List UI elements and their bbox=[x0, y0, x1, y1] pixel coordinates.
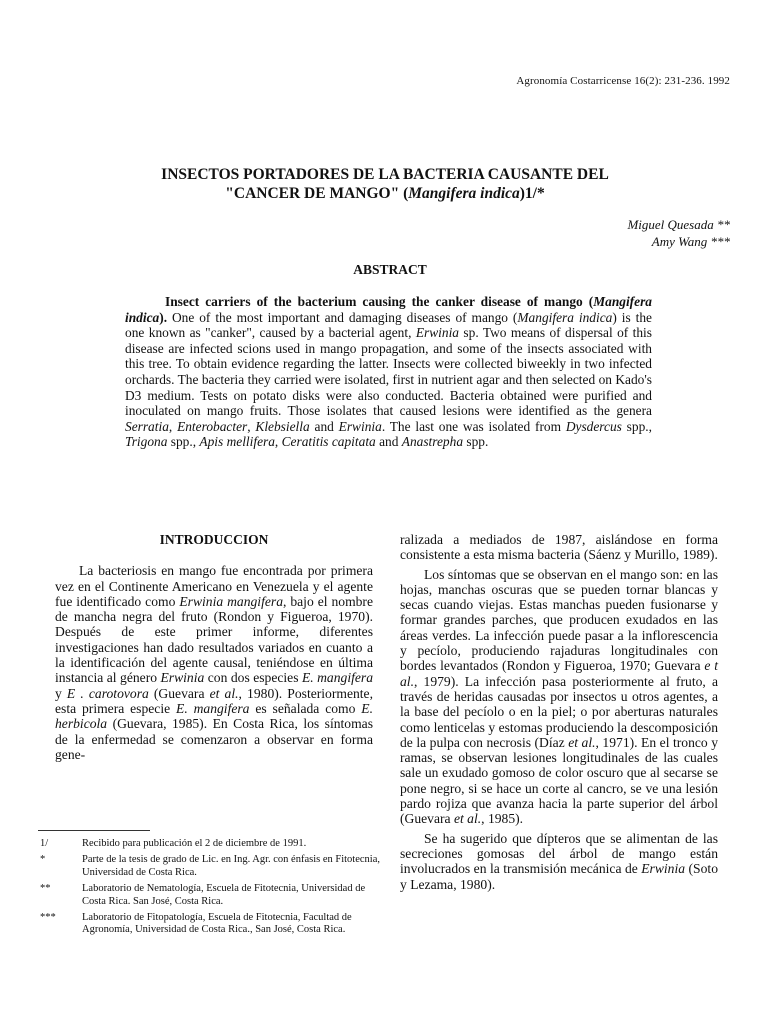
r1-it1: e t al. bbox=[400, 658, 718, 689]
genus-8: Ceratitis capitata bbox=[281, 434, 376, 450]
intro-it5: et al. bbox=[209, 685, 239, 701]
genus-6: Trigona bbox=[125, 434, 168, 450]
abs-t1-it: Mangifera indica bbox=[517, 309, 613, 325]
paper-title bbox=[60, 165, 710, 203]
intro-d: y bbox=[55, 685, 67, 701]
intro-it4: E . carotovora bbox=[66, 685, 149, 701]
sep-1: , bbox=[168, 418, 178, 434]
footnote bbox=[40, 883, 380, 908]
footnote-text: Parte de la tesis de grado de Lic. en Ing. Agr. con énfasis en Fitotecnia, Universidad de Costa Rica. bbox=[82, 854, 380, 878]
intro-heading: INTRODUCCION bbox=[159, 532, 269, 547]
intro-it3: E. mangifera bbox=[301, 670, 373, 686]
author-2: Amy Wang *** bbox=[651, 234, 730, 249]
footnote-mark: *** bbox=[40, 912, 56, 924]
left-column bbox=[55, 532, 373, 766]
sep-3: and bbox=[309, 418, 339, 434]
sep-8: and bbox=[375, 434, 402, 450]
r1-it3: et al. bbox=[453, 811, 482, 827]
abs-t2: ) is the one known as "canker", caused by a bacterial agent, bbox=[125, 309, 652, 341]
r2-it: Erwinia bbox=[641, 861, 686, 877]
footnote bbox=[40, 854, 380, 879]
genus-3: Klebsiella bbox=[255, 418, 310, 434]
abs-t3: sp. Two means of dispersal of this disease are infected scions used in mango propagation, and some of the insects associated with this tree. To obtain evidence regarding the latter. Insects were collected biweekly in two infected orchards. The bacteria they carried were isolated, first in nutrient agar and then selected on Kado's D3 medium. Tests on potato disks were also conducted. Bacteria obtained were purified and inoculated on mango fruits. Those isolates that caused lesions were identified as the genera bbox=[125, 325, 652, 419]
intro-g: es señalada como bbox=[249, 700, 362, 716]
footnote-text: Laboratorio de Fitopatología, Escuela de Fitotecnia, Facultad de Agronomía, Universidad de Costa Rica., San José, Costa Rica. bbox=[82, 912, 352, 936]
footnote bbox=[40, 838, 380, 850]
genus-1: Serratia bbox=[125, 418, 169, 434]
intro-b: , bajo el nombre de mancha negra del fruto (Rondon y Figueroa, 1970). Después de este primer informe, diferentes investigaciones han dado resultados variados en cuanto a la identificación del agente causal, teniéndose en última instancia al género bbox=[55, 593, 373, 686]
intro-it6: E. mangifera bbox=[176, 700, 250, 716]
r2-a: Se ha sugerido que dípteros que se alimentan de las secreciones gomosas del árbol de mango están involucrados en la transmisión mecánica de bbox=[400, 830, 718, 877]
title-part-b: )1/* bbox=[519, 185, 545, 202]
sep-5: spp., bbox=[621, 418, 652, 434]
sep-6: spp., bbox=[167, 434, 200, 450]
authors bbox=[627, 216, 730, 250]
intro-e: (Guevara bbox=[148, 685, 210, 701]
lead-species: Mangifera indica bbox=[125, 294, 652, 325]
footnote-text: Laboratorio de Nematología, Escuela de Fitotecnia, Universidad de Costa Rica. San José, Costa Rica. bbox=[82, 883, 366, 907]
sep-9: spp. bbox=[463, 434, 489, 450]
r1-a: Los síntomas que se observan en el mango son: en las hojas, manchas oscuras que se pueden tornar blancas y secas cuando viejas. Estas manchas pueden fusionarse y formar grandes parches, que producen exudados en las áreas verdes. La infección puede pasar a la inflorescencia y pecíolo, produciendo rajaduras longitudinales con bordes levantados (Rondon y Figueroa, 1970; Guevara bbox=[400, 566, 718, 674]
genus-4: Erwinia bbox=[338, 418, 382, 434]
footnote-mark: 1/ bbox=[40, 838, 49, 849]
footnotes bbox=[40, 838, 380, 941]
abs-t1: One of the most important and damaging diseases of mango ( bbox=[167, 309, 518, 325]
right-paragraph-1 bbox=[400, 567, 718, 827]
abs-t2-it: Erwinia bbox=[415, 325, 459, 341]
intro-h: (Guevara, 1985). En Costa Rica, los síntomas de la enfermedad se comenzaron a observar en forma gene- bbox=[55, 716, 373, 762]
abstract-heading: ABSTRACT bbox=[353, 262, 427, 277]
intro-f: , 1980). Posteriormente, esta primera especie bbox=[55, 685, 373, 716]
author-1: Miguel Quesada ** bbox=[627, 217, 730, 232]
right-paragraph-0: ralizada a mediados de 1987, aislándose en forma consistente a esta misma bacteria (Sáenz y Murillo, 1989). bbox=[400, 532, 718, 563]
title-species: Mangifera indica bbox=[408, 185, 520, 202]
footnote-mark: * bbox=[40, 854, 46, 866]
intro-it2: Erwinia bbox=[160, 670, 205, 686]
genus-5: Dysdercus bbox=[565, 418, 622, 434]
footnote-mark: ** bbox=[40, 883, 51, 895]
journal-reference: Agronomía Costarricense 16(2): 231-236. 1992 bbox=[516, 75, 730, 87]
right-paragraph-2 bbox=[400, 831, 718, 892]
abstract-body bbox=[125, 294, 652, 450]
sep-4: . The last one was isolated from bbox=[381, 418, 566, 434]
footnote-text: Recibido para publicación el 2 de diciembre de 1991. bbox=[82, 838, 307, 849]
intro-it1: Erwinia mangifera bbox=[179, 593, 283, 609]
title-part-a: "CANCER DE MANGO" ( bbox=[225, 185, 409, 202]
r1-b: , 1979). La infección pasa posteriormente al fruto, a través de heridas causadas por insectos u otros agentes, a la base del pecíolo o en la piel; o por aberturas naturales como lenticelas y estomas produciendo la descomposición de la pulpa con necrosis (Díaz bbox=[400, 673, 718, 750]
sep-7: , bbox=[274, 434, 282, 450]
r1-d: , 1985). bbox=[481, 811, 524, 827]
abstract-paragraph bbox=[125, 294, 652, 450]
genus-7: Apis mellifera bbox=[199, 434, 275, 450]
title-line-2 bbox=[60, 184, 710, 203]
right-column bbox=[400, 532, 718, 896]
genus-9: Anastrepha bbox=[401, 434, 464, 450]
footnote bbox=[40, 912, 380, 937]
lead-a: Insect carriers of the bacterium causing the canker disease of mango ( bbox=[165, 294, 594, 309]
intro-it7: E. herbicola bbox=[55, 700, 373, 732]
intro-c: con dos especies bbox=[204, 670, 302, 686]
footnote-divider bbox=[38, 830, 150, 831]
lead-b: ). bbox=[159, 309, 168, 325]
title-line-1: INSECTOS PORTADORES DE LA BACTERIA CAUSANTE DEL bbox=[161, 166, 609, 183]
r2-b: (Soto y Lezama, 1980). bbox=[400, 861, 718, 892]
genus-2: Enterobacter bbox=[177, 418, 248, 434]
intro-paragraph bbox=[55, 563, 373, 762]
r1-c: , 1971). En el tronco y ramas, se observan lesiones longitudinales de las cuales sale un exudado gomoso de color oscuro que al secarse se pone negro, si se hace un corte al cancro, se ve una lesión pardo rojiza que avanza hacia la parte superior del árbol (Guevara bbox=[400, 734, 718, 827]
intro-a: La bacteriosis en mango fue encontrada por primera vez en el Continente Americano en Venezuela y el agente fue identificado como bbox=[55, 563, 373, 609]
r1-it2: et al. bbox=[568, 734, 596, 750]
sep-2: , bbox=[247, 418, 256, 434]
